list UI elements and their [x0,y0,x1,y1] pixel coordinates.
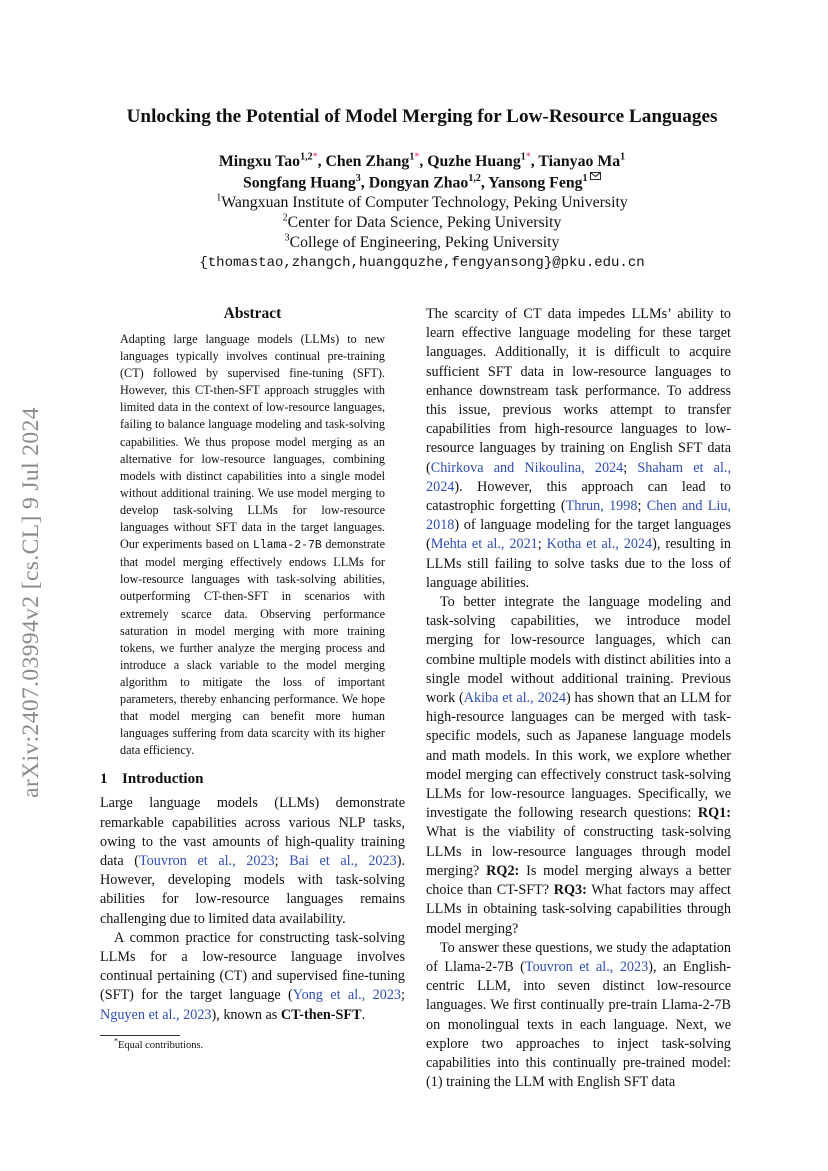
section-heading-introduction [100,771,405,788]
text-run: ). However, developing models with task-solving abilities for low-resource languages remains challenging due to limited data availability. [100,852,405,927]
author: Dongyan Zhao [368,174,469,192]
citation-link[interactable]: Bai et al., 2023 [289,852,397,869]
affiliation [60,193,784,213]
text-run: ; [537,536,547,553]
text-run: ; [401,987,405,1004]
author-sup: 1 [520,151,526,163]
intro-paragraph-2 [100,929,405,1025]
author-line-1 [60,152,784,172]
right-column [426,305,731,1092]
citation-link[interactable]: Mehta et al., 2021 [430,536,538,553]
abstract-text-part: Adapting large language models (LLMs) to new languages typically involves continual pre-training (CT) followed by supervised fine-tuning (SFT). However, this CT-then-SFT approach struggles with limited data in the context of low-resource languages, failing to balance language modeling and task-solving capabilities. We thus propose model merging as an alternative for low-resource languages, combining models with distinct capabilities into a single model without additional training. We use model merging to develop task-solving LLMs for low-resource languages without SFT data in the target languages. Our experiments based on [120,332,385,552]
citation-link[interactable]: Touvron et al., 2023 [138,852,275,869]
paper-title: Unlocking the Potential of Model Merging for Low-Resource Languages [126,106,718,127]
research-question-label: RQ3: [553,882,587,899]
citation-link[interactable]: Chirkova and Nikoulina, 2024 [430,459,624,476]
citation-link[interactable]: Yong et al., 2023 [292,987,402,1004]
citation-link[interactable]: Nguyen et al., 2023 [100,1006,212,1023]
text-run: ), resulting in LLMs still failing to solve tasks due to the loss of language abilities. [426,536,731,591]
text-run: ) has shown that an LLM for high-resource languages can be merged with task-specific models, such as Japanese language models and math models. In this work, we explore whether model merging can effectively construct task-solving LLMs for low-resource languages. Specifically, we investigate the following research questions: [426,690,731,822]
author: Mingxu Tao [218,153,301,170]
author-line-2 [60,172,784,193]
author-sep: , [360,174,369,192]
left-column [100,305,405,1051]
text-run: A common practice for constructing task-solving LLMs for a low-resource language involves continual pertaining (CT) and supervised fine-tuning (SFT) for the target language ( [100,929,405,1004]
author-sup: 1 [409,151,415,163]
section-number: 1 [100,771,108,788]
text-run: Is model merging always a better choice than CT-SFT? [426,862,731,899]
author-sep: , [317,153,326,170]
citation-link[interactable]: Shaham et al., 2024 [426,459,731,495]
affiliation-text: College of Engineering, Peking University [289,234,560,252]
author-sup: 3 [355,173,361,184]
text-run: ; [274,852,290,869]
affiliation-text: Wangxuan Institute of Computer Technology, Peking University [221,194,628,212]
citation-link[interactable]: Thrun, 1998 [565,498,638,515]
abstract-text [120,331,385,759]
author: Quzhe Huang [427,153,521,170]
text-run: The scarcity of CT data impedes LLMs’ ability to learn effective language modeling for these target languages. Additionally, it is difficult to acquire sufficient SFT data in low-resource languages to enhance downstream task performance. To address this issue, previous works attempt to transfer capabilities from high-resource languages to low-resource languages by training on English SFT data ( [426,306,731,476]
text-run: ) of language modeling for the target languages ( [426,517,731,553]
equal-contribution-star: * [525,151,531,163]
text-run: To better integrate the language modeling and task-solving capabilities, we introduce model merging for low-resource languages, which can combine multiple models with distinct abilities into a single model without additional training. Previous work ( [426,594,731,707]
affiliation [60,233,784,253]
citation-link[interactable]: Chen and Liu, 2018 [426,498,731,534]
abstract-heading: Abstract [223,305,282,322]
text-run: ), known as [211,1006,281,1023]
author: Tianyao Ma [538,153,621,170]
text-run: What factors may affect LLMs in obtaining task-solving capabilities through model merging? [426,882,731,937]
equal-contribution-star: * [312,151,318,163]
model-name-code: Llama-2-7B [252,539,322,553]
right-paragraph-3 [426,939,731,1093]
research-question-label: RQ2: [486,862,520,879]
author-sup: 1 [582,173,588,184]
section-title: Introduction [122,771,204,788]
equal-contribution-star: * [414,151,420,163]
text-run: ; [623,459,638,476]
envelope-icon [588,173,602,184]
author-block [60,152,784,273]
affiliation-sup: 1 [216,193,222,204]
right-paragraph-2 [426,593,731,939]
footnote [114,1036,405,1051]
text-run: ; [637,498,647,515]
author-sup: 1,2 [300,151,313,163]
author: Yansong Feng [488,174,583,192]
affiliation-sup: 2 [282,213,288,224]
term-bold: CT-then-SFT [280,1006,362,1023]
text-run: . [361,1006,366,1023]
text-run: To answer these questions, we study the adaptation of Llama-2-7B ( [426,939,731,975]
citation-link[interactable]: Akiba et al., 2024 [463,690,566,707]
author-sep: , [530,153,539,170]
author-sup: 1,2 [468,173,481,184]
footnote-text: Equal contributions. [118,1039,204,1051]
abstract-text-part: demonstrate that model merging effectively endows LLMs for low-resource languages with task-solving abilities, outperforming CT-then-SFT in scenarios with extremely scarce data. Observing performance saturation in model merging with more training tokens, we further analyze the merging process and introduce a slack variable to the model merging algorithm to mitigate the loss of important parameters, thereby enhancing performance. We hope that model merging can benefit more human languages suffering from data scarcity with its higher data efficiency. [120,537,385,758]
author: Songfang Huang [242,174,356,192]
arxiv-identifier [10,382,52,822]
citation-link[interactable]: Touvron et al., 2023 [524,958,649,975]
affiliation-text: Center for Data Science, Peking University [287,214,562,232]
footnote-divider [100,1035,180,1036]
research-question-label: RQ1: [697,805,731,822]
author-sup: 1 [620,151,626,163]
author: Chen Zhang [325,153,410,170]
intro-paragraph-1 [100,794,405,928]
text-run: What is the viability of constructing task-solving LLMs in low-resource languages through model merging? [426,824,731,879]
right-paragraph-1 [426,305,731,593]
author-emails[interactable]: {thomastao,zhangch,huangquzhe,fengyansong}@pku.edu.cn [199,255,645,272]
text-run: ). However, this approach can lead to catastrophic forgetting ( [426,478,731,515]
affiliation-sup: 3 [284,233,290,244]
text-run: ), an English-centric LLM, into seven distinct low-resource languages. We first continually pre-train Llama-2-7B on monolingual texts in each language. Next, we explore two approaches to inject task-solving capabilities into this continually pre-trained model: (1) training the LLM with English SFT data [426,958,731,1091]
text-run: Large language models (LLMs) demonstrate remarkable capabilities across various NLP tasks, owing to the vast amounts of high-quality training data ( [100,795,405,869]
affiliation [60,213,784,233]
arxiv-id-text: arXiv:2407.03994v2 [cs.CL] 9 Jul 2024 [17,406,44,798]
footnote-mark: * [114,1036,118,1046]
author-sep: , [419,153,428,170]
citation-link[interactable]: Kotha et al., 2024 [546,536,653,553]
author-sep: , [480,174,489,192]
